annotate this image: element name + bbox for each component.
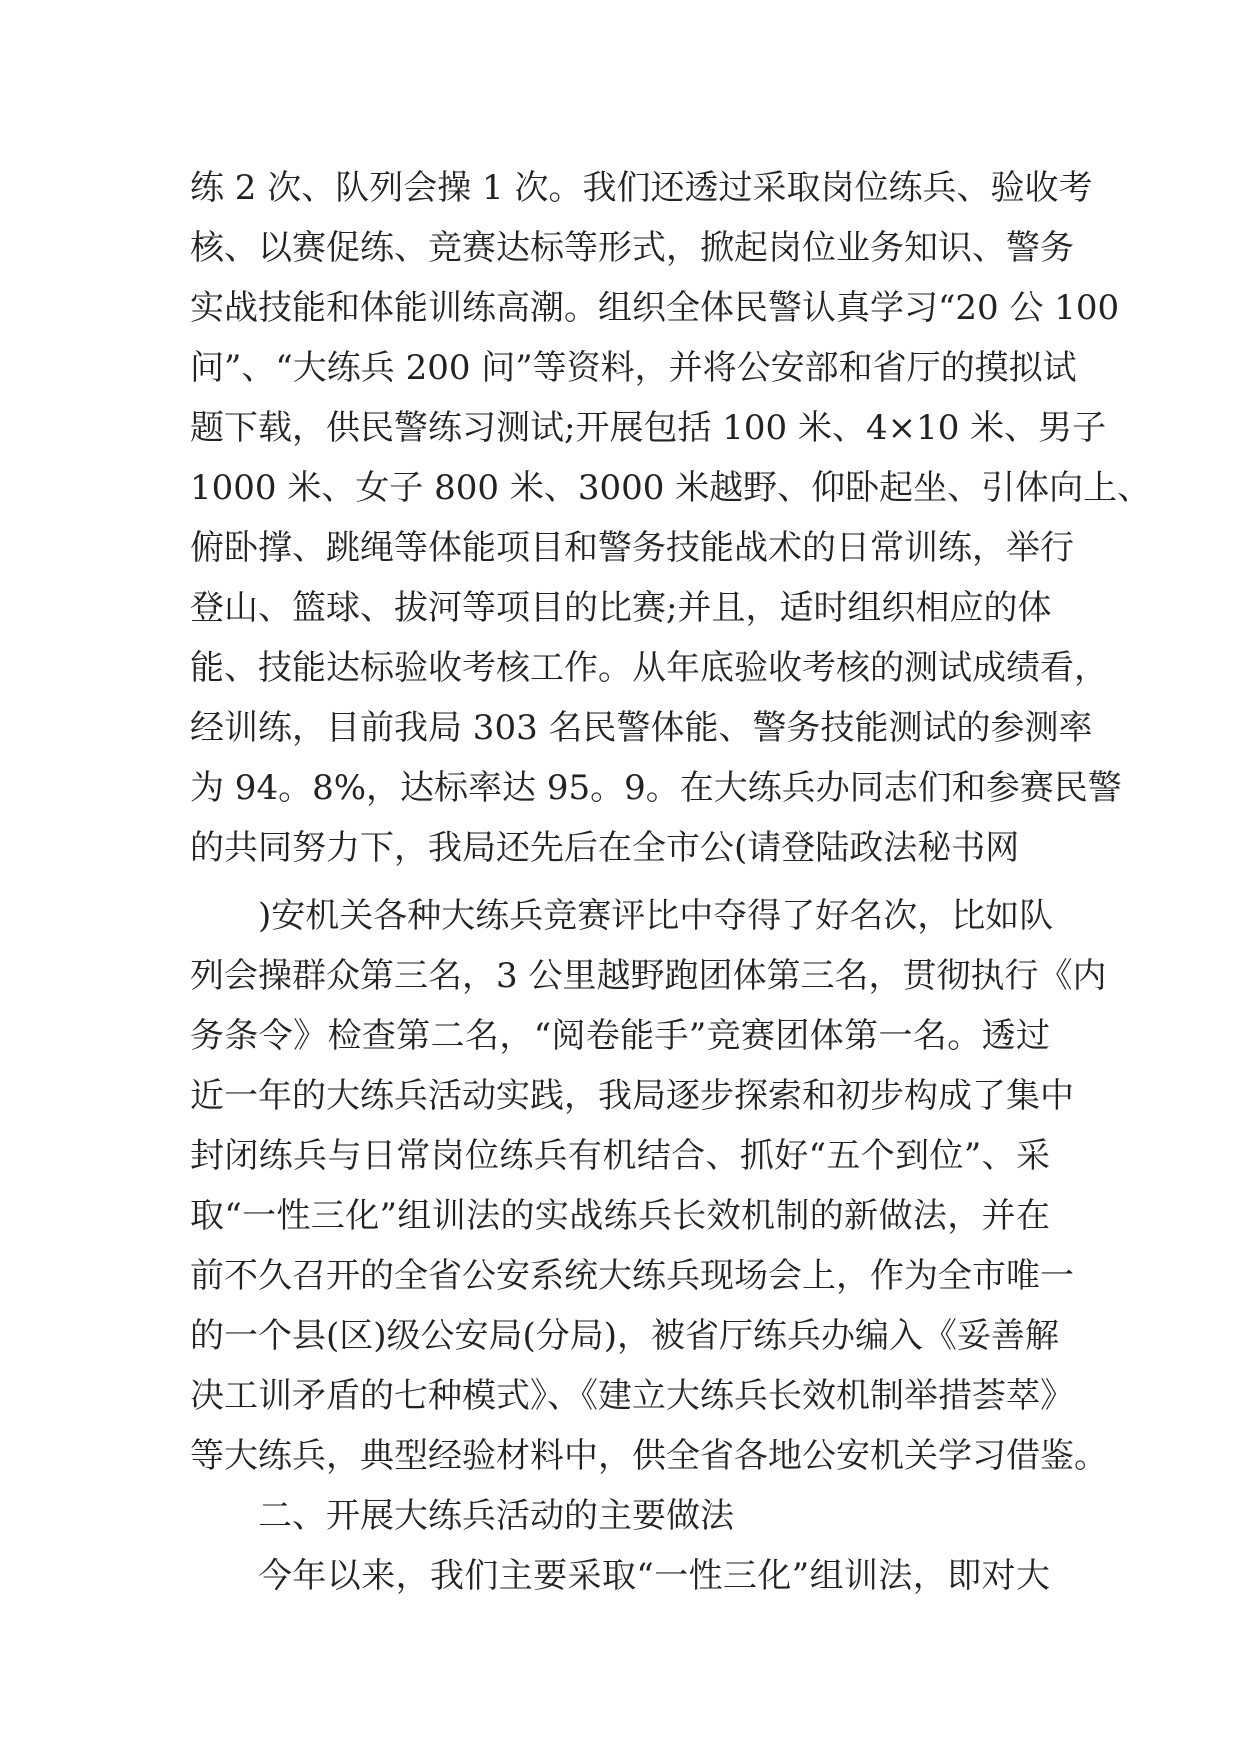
text-line: 核、以赛促练、竞赛达标等形式，掀起岗位业务知识、警务 — [190, 228, 1074, 268]
text-line: 为 94。8%，达标率达 95。9。在大练兵办同志们和参赛民警 — [190, 768, 1122, 808]
text-line: 实战技能和体能训练高潮。组织全体民警认真学习“20 公 100 — [190, 288, 1120, 328]
text-line: 登山、篮球、拔河等项目的比赛;并且，适时组织相应的体 — [190, 588, 1052, 628]
text-line: 封闭练兵与日常岗位练兵有机结合、抓好“五个到位”、采 — [190, 1136, 1050, 1176]
body-text — [190, 158, 1152, 1606]
text-line: 等大练兵，典型经验材料中，供全省各地公安机关学习借鉴。 — [190, 1436, 1108, 1476]
paragraph-gap — [190, 878, 1050, 886]
text-line: 近一年的大练兵活动实践，我局逐步探索和初步构成了集中 — [190, 1076, 1074, 1116]
text-line: 的共同努力下，我局还先后在全市公(请登陆政法秘书网 — [190, 828, 1020, 868]
text-line: 题下载，供民警练习测试;开展包括 100 米、4×10 米、男子 — [190, 408, 1107, 448]
text-line: 前不久召开的全省公安系统大练兵现场会上，作为全市唯一 — [190, 1256, 1074, 1296]
text-line: 能、技能达标验收考核工作。从年底验收考核的测试成绩看， — [190, 648, 1108, 688]
text-line: 列会操群众第三名，3 公里越野跑团体第三名，贯彻执行《内 — [190, 956, 1107, 996]
text-line: 的一个县(区)级公安局(分局)，被省厅练兵办编入《妥善解 — [190, 1316, 1060, 1356]
text-line: 经训练，目前我局 303 名民警体能、警务技能测试的参测率 — [190, 708, 1093, 748]
text-line: 务条令》检查第二名，“阅卷能手”竞赛团体第一名。透过 — [190, 1016, 1050, 1056]
text-line: 问”、“大练兵 200 问”等资料，并将公安部和省厅的摸拟试 — [190, 348, 1077, 388]
text-line: 决工训矛盾的七种模式》、《建立大练兵长效机制举措荟萃》 — [190, 1376, 1074, 1416]
text-line: 今年以来，我们主要采取“一性三化”组训法，即对大 — [258, 1556, 1050, 1596]
text-line: 取“一性三化”组训法的实战练兵长效机制的新做法，并在 — [190, 1196, 1050, 1236]
text-line: 1000 米、女子 800 米、3000 米越野、仰卧起坐、引体向上、 — [190, 468, 1152, 508]
section-heading: 二、开展大练兵活动的主要做法 — [258, 1496, 734, 1536]
text-line: 练 2 次、队列会操 1 次。我们还透过采取岗位练兵、验收考 — [190, 168, 1093, 208]
text-line: 俯卧撑、跳绳等体能项目和警务技能战术的日常训练，举行 — [190, 528, 1074, 568]
text-line: )安机关各种大练兵竞赛评比中夺得了好名次，比如队 — [258, 896, 1054, 936]
